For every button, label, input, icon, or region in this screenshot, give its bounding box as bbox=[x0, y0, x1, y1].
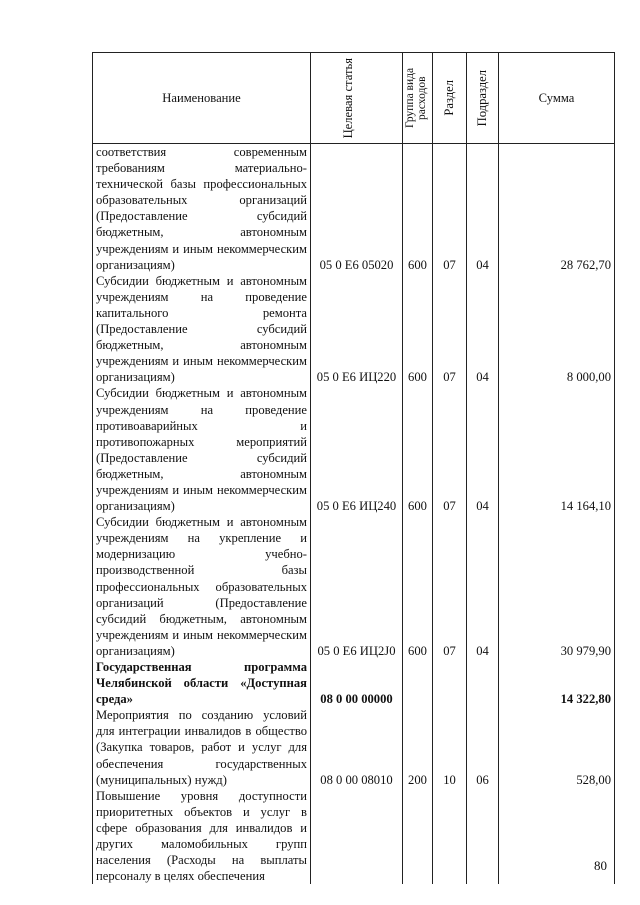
header-name: Наименование bbox=[93, 53, 311, 144]
row-name: Мероприятия по созданию условий для интеграции инвалидов в общество (Закупка товаров, работ и услуг для обеспечения государственных (муниципальных) нужд) bbox=[93, 707, 311, 787]
row-expense-group: 600 bbox=[403, 273, 433, 386]
row-sum: 14 164,10 bbox=[499, 385, 615, 514]
row-subsection bbox=[467, 659, 499, 707]
row-target-article: 08 0 00 00000 bbox=[311, 659, 403, 707]
header-target-article: Целевая статья bbox=[311, 53, 403, 144]
row-subsection: 04 bbox=[467, 273, 499, 386]
row-section bbox=[433, 788, 467, 885]
row-target-article bbox=[311, 788, 403, 885]
header-section: Раздел bbox=[433, 53, 467, 144]
page-number: 80 bbox=[594, 858, 607, 873]
row-sum: 30 979,90 bbox=[499, 514, 615, 659]
row-subsection: 04 bbox=[467, 144, 499, 273]
budget-table bbox=[92, 52, 615, 884]
row-expense-group: 200 bbox=[403, 707, 433, 787]
row-name: Субсидии бюджетным и автономным учреждениям на проведение противоаварийных и противопожарных мероприятий (Предоставление субсидий бюджетным, автономным учреждениям и иным некоммерческим организациям) bbox=[93, 385, 311, 514]
table-row bbox=[93, 659, 615, 707]
row-section: 10 bbox=[433, 707, 467, 787]
row-name: Повышение уровня доступности приоритетных объектов и услуг в сфере образования для инвалидов и других маломобильных групп населения (Расходы на выплаты персоналу в целях обеспечения bbox=[93, 788, 311, 885]
row-expense-group: 600 bbox=[403, 144, 433, 273]
row-subsection: 04 bbox=[467, 385, 499, 514]
table-row bbox=[93, 707, 615, 787]
table-header-row bbox=[93, 53, 615, 144]
row-sum: 28 762,70 bbox=[499, 144, 615, 273]
row-sum: 528,00 bbox=[499, 707, 615, 787]
row-target-article: 05 0 Е6 05020 bbox=[311, 144, 403, 273]
row-sum: 14 322,80 bbox=[499, 659, 615, 707]
row-target-article: 05 0 Е6 ИЦ220 bbox=[311, 273, 403, 386]
row-section bbox=[433, 659, 467, 707]
row-expense-group: 600 bbox=[403, 385, 433, 514]
table-row bbox=[93, 144, 615, 273]
row-name: Государственная программа Челябинской области «Доступная среда» bbox=[93, 659, 311, 707]
header-subsection: Подраздел bbox=[467, 53, 499, 144]
row-target-article: 08 0 00 08010 bbox=[311, 707, 403, 787]
row-section: 07 bbox=[433, 144, 467, 273]
row-expense-group: 600 bbox=[403, 514, 433, 659]
row-target-article: 05 0 Е6 ИЦ240 bbox=[311, 385, 403, 514]
row-sum: 8 000,00 bbox=[499, 273, 615, 386]
table-row bbox=[93, 273, 615, 386]
row-target-article: 05 0 Е6 ИЦ2J0 bbox=[311, 514, 403, 659]
row-expense-group bbox=[403, 788, 433, 885]
row-name: Субсидии бюджетным и автономным учреждениям на укрепление и модернизацию учебно-производственной базы профессиональных образовательных организаций (Предоставление субсидий бюджетным, автономным учреждениям и иным некоммерческим организациям) bbox=[93, 514, 311, 659]
row-section: 07 bbox=[433, 385, 467, 514]
row-expense-group bbox=[403, 659, 433, 707]
header-sum: Сумма bbox=[499, 53, 615, 144]
table-row bbox=[93, 385, 615, 514]
row-subsection: 04 bbox=[467, 514, 499, 659]
row-section: 07 bbox=[433, 514, 467, 659]
row-subsection: 06 bbox=[467, 707, 499, 787]
row-section: 07 bbox=[433, 273, 467, 386]
row-subsection bbox=[467, 788, 499, 885]
row-name: Субсидии бюджетным и автономным учреждениям на проведение капитального ремонта (Предоставление субсидий бюджетным, автономным учреждениям и иным некоммерческим организациям) bbox=[93, 273, 311, 386]
table-row bbox=[93, 514, 615, 659]
row-name: соответствия современным требованиям материально-технической базы профессиональных образовательных организаций (Предоставление субсидий бюджетным, автономным учреждениям и иным некоммерческим организациям) bbox=[93, 144, 311, 273]
header-expense-group: Группа вида расходов bbox=[403, 53, 433, 144]
table-row bbox=[93, 788, 615, 885]
